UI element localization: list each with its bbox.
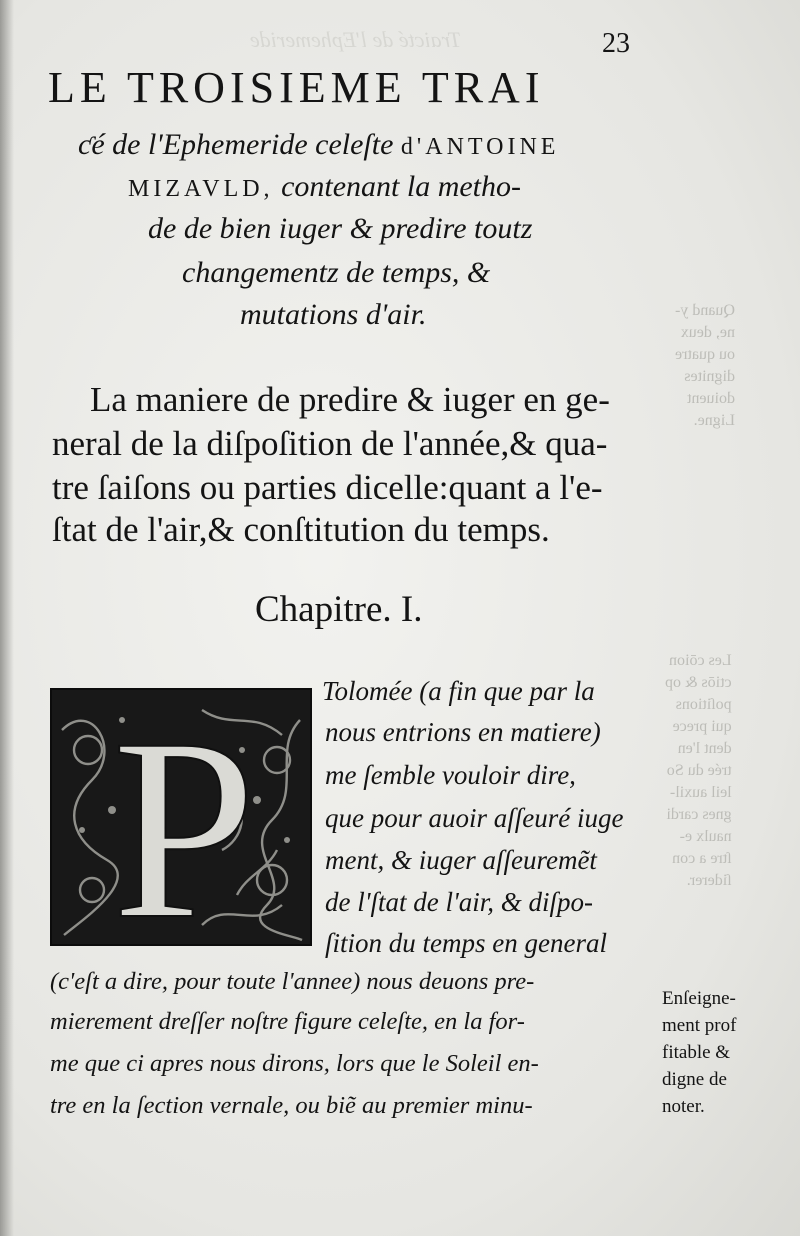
title-line-5: changementz de temps, & — [182, 256, 491, 289]
page-number: 23 — [602, 28, 630, 59]
title-caps-line: LE TROISIEME TRAI — [48, 63, 545, 112]
body-line-1: Tolomée (a fin que par la — [322, 676, 595, 706]
title-line-2 — [78, 128, 559, 162]
chapter-heading: Chapitre. I. — [255, 589, 423, 630]
margin-note-line: digne de — [662, 1069, 727, 1090]
body-line-4: que pour auoir aſſeuré iuge — [325, 803, 624, 833]
title-line-2-italic: ƈé de l'Ephemeride celeſte — [78, 128, 394, 161]
bleed-through-ghost: Traicté de l'Ephemeride — [250, 27, 462, 52]
heading-line-4: ſtat de l'air,& conſtitution du temps. — [52, 510, 550, 549]
bleed-through-right-top: Quand y- ne, deux ou quatre dignites doiuent Ligne. — [675, 302, 735, 429]
heading-line-1: La maniere de predire & iuger en ge- — [90, 380, 610, 419]
gutter-shadow — [0, 0, 14, 1236]
body-line-10: me que ci apres nous dirons, lors que le Soleil en- — [50, 1050, 539, 1077]
margin-note-line: Enſeigne- — [662, 988, 736, 1009]
title-line-3 — [128, 170, 521, 204]
margin-note-line: noter. — [662, 1096, 705, 1117]
bleed-through-right-mid: Les cōion ctiōs & op poſitions qui prece dent l'en trée du So leil auxil- gnes cardi naulx e- ſtre a con ſiderer. — [665, 652, 732, 889]
body-line-3: me ſemble vouloir dire, — [325, 760, 576, 790]
title-line-4: de de bien iuger & predire toutz — [148, 212, 533, 245]
body-line-2: nous entrions en matiere) — [325, 717, 601, 747]
heading-line-3: tre ſaiſons ou parties dicelle:quant a l'e- — [52, 468, 603, 507]
title-line-3-italic: contenant la metho- — [281, 170, 522, 203]
margin-note-line: fitable & — [662, 1042, 731, 1063]
margin-note-line: ment prof — [662, 1015, 737, 1036]
margin-note — [662, 985, 736, 1120]
decorated-initial — [50, 688, 312, 946]
body-line-8: (c'eſt a dire, pour toute l'annee) nous deuons pre- — [50, 968, 535, 995]
body-line-9: mierement dreſſer noſtre figure celeſte, en la for- — [50, 1008, 525, 1035]
body-line-7: ſition du temps en general — [325, 928, 607, 958]
title-line-3-caps: MIZAVLD, — [128, 176, 274, 202]
title-line-2-caps: d'ANTOINE — [400, 134, 560, 160]
body-line-11: tre en la ſection vernale, ou biẽ au premier minu- — [50, 1092, 533, 1119]
body-line-6: de l'ſtat de l'air, & diſpo- — [325, 887, 594, 917]
title-line-6: mutations d'air. — [240, 298, 427, 331]
body-line-5: ment, & iuger aſſeuremẽt — [325, 845, 597, 875]
heading-line-2: neral de la diſpoſition de l'année,& qua- — [52, 424, 608, 463]
decorated-initial-art — [52, 690, 310, 944]
initial-letter-glyph: P — [111, 690, 257, 944]
